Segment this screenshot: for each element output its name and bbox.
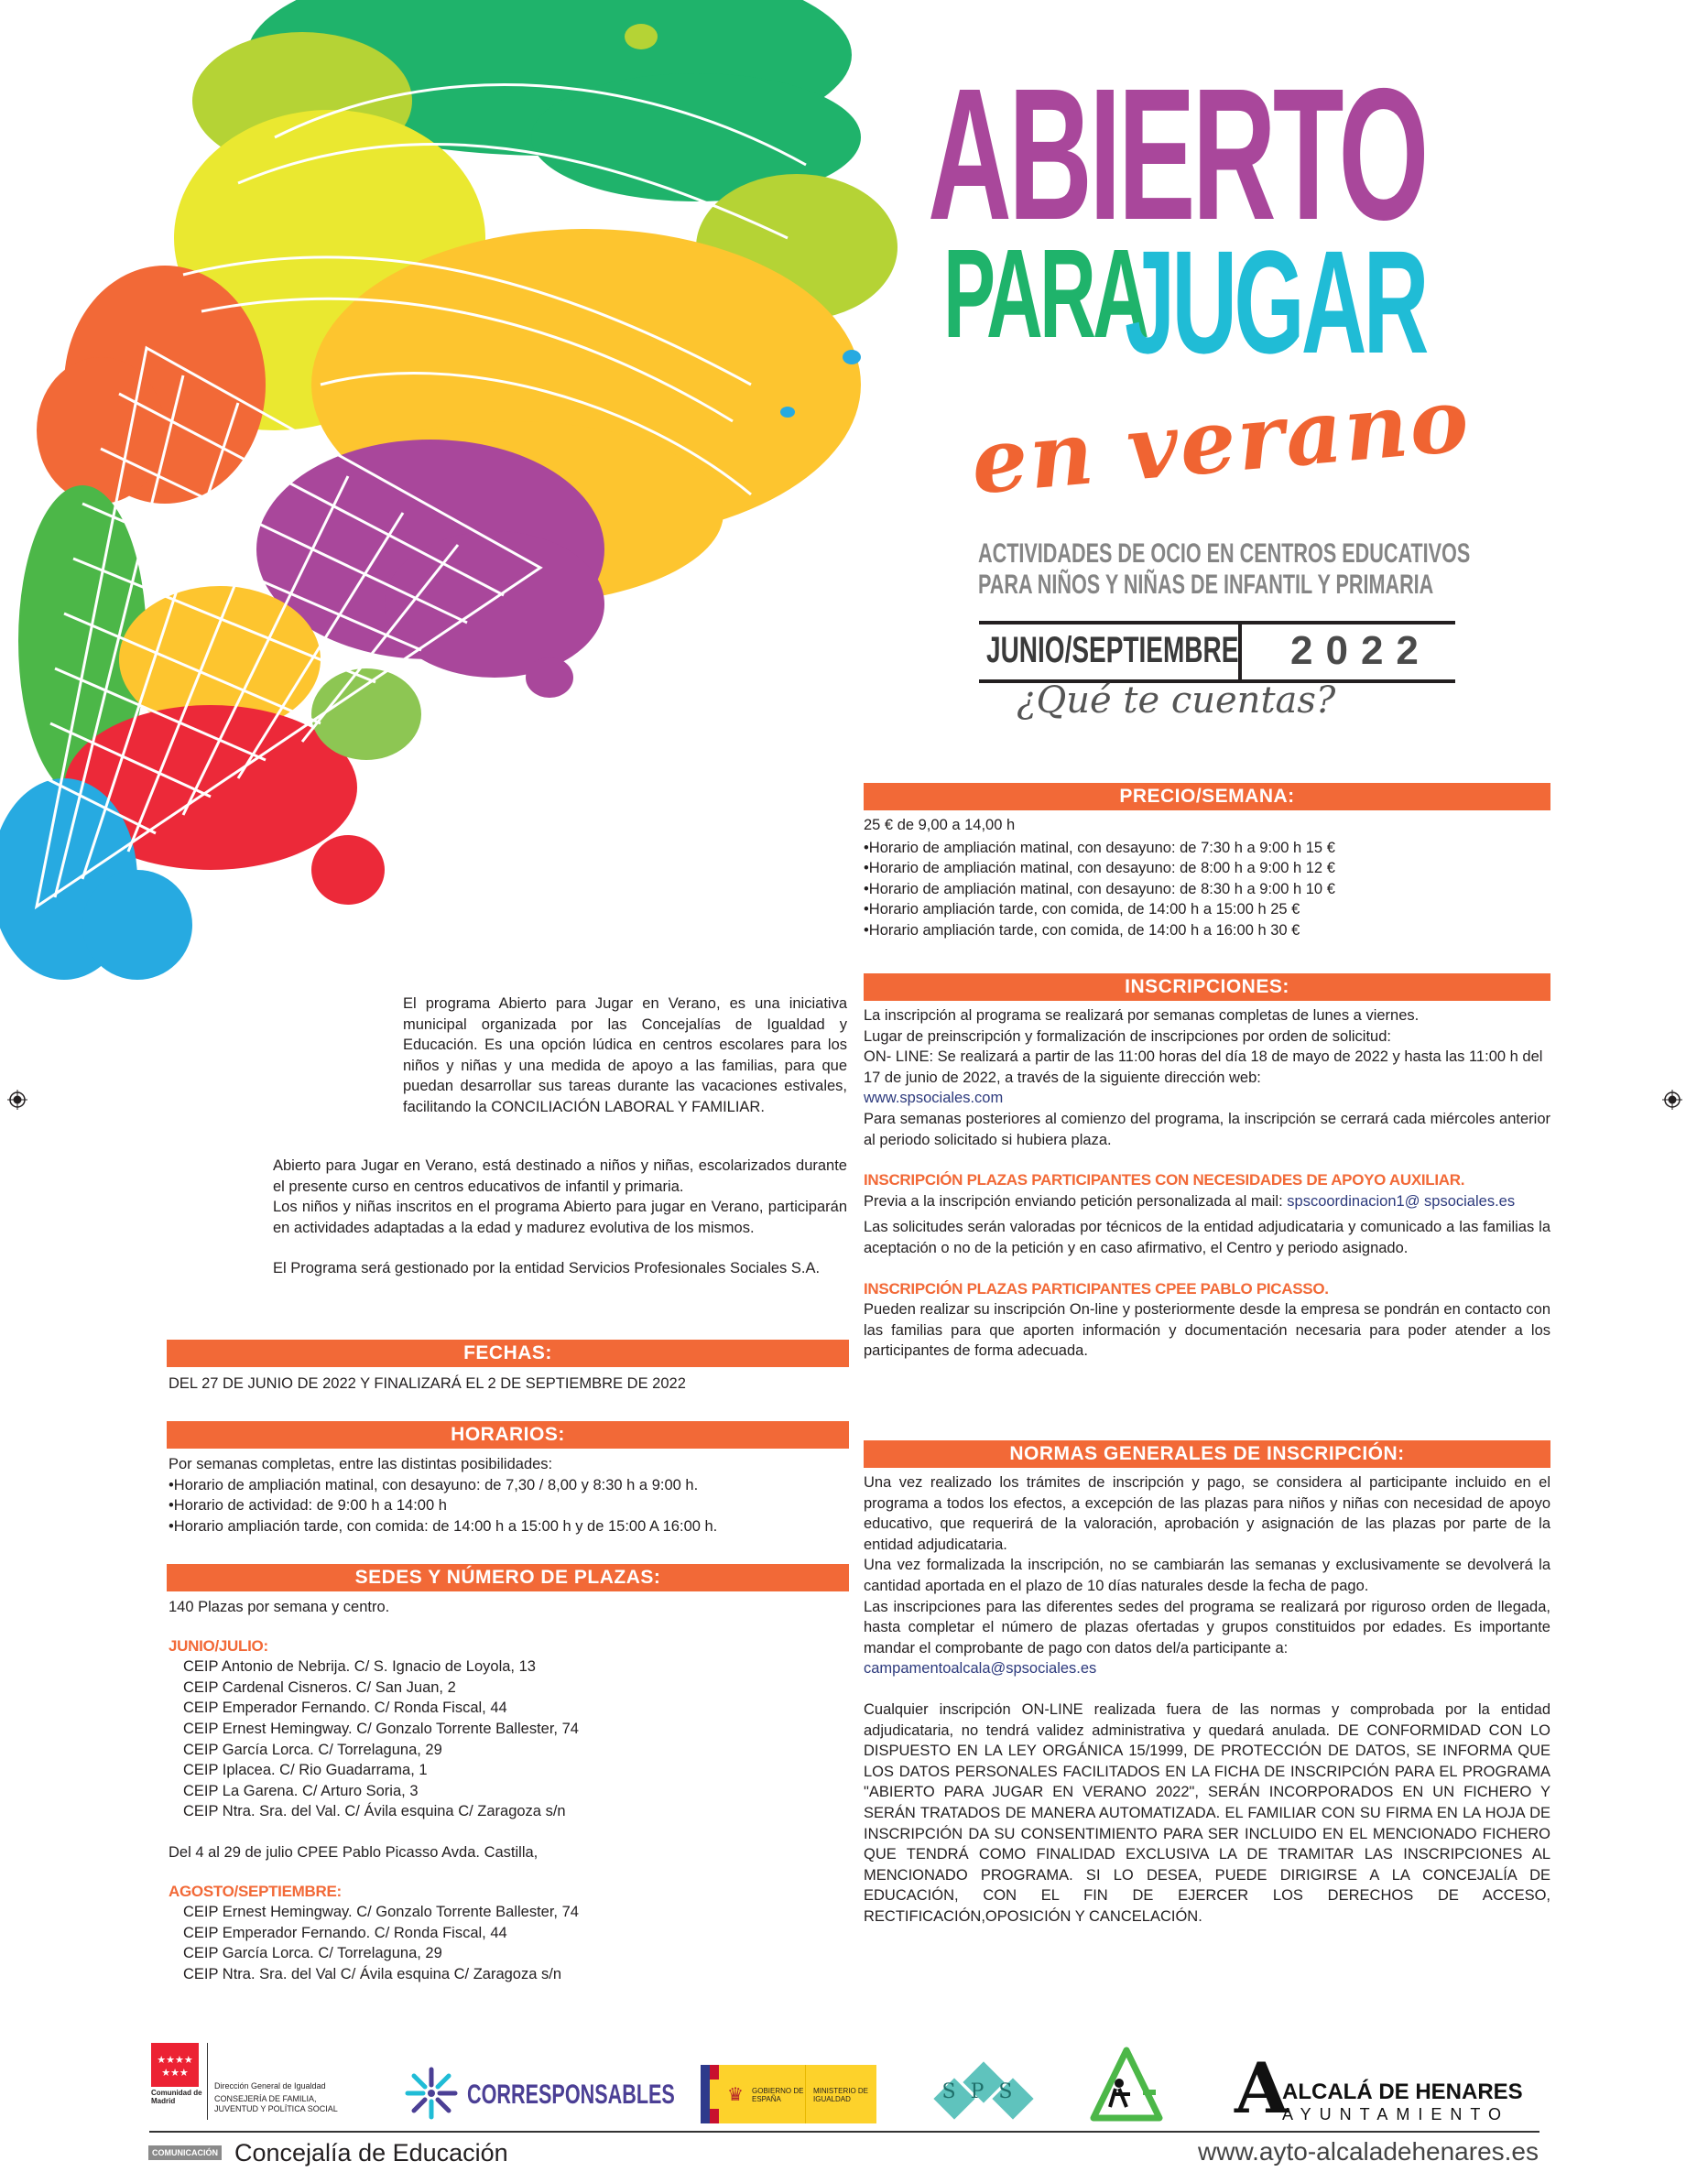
inscripciones-line-1: La inscripción al programa se realizará por semanas completas de lunes a viernes. <box>864 1007 1420 1024</box>
sede-item: CEIP Antonio de Nebrija. C/ S. Ignacio de Loyola, 13 <box>183 1658 536 1676</box>
spain-flag-strip <box>710 2065 719 2123</box>
sede-item: CEIP Iplacea. C/ Rio Guadarrama, 1 <box>183 1762 428 1779</box>
corresponsables-label: CORRESPONSABLES <box>467 2080 675 2110</box>
sede-item: CEIP Cardenal Cisneros. C/ San Juan, 2 <box>183 1678 456 1696</box>
plazas-text: 140 Plazas por semana y centro. <box>169 1599 390 1615</box>
title-para: PARA <box>943 223 1147 364</box>
inscripciones-line-2: Lugar de preinscripción y formalización de inscripciones por orden de solicitud: <box>864 1027 1391 1045</box>
subtitle-line-1: ACTIVIDADES DE OCIO EN CENTROS EDUCATIVOS <box>978 538 1471 569</box>
comunicacion-badge: COMUNICACIÓN <box>148 2145 222 2160</box>
cpee-note: Del 4 al 29 de julio CPEE Pablo Picasso Avda. Castilla, <box>169 1843 539 1861</box>
madrid-name: Comunidad de Madrid <box>151 2089 202 2105</box>
sps-label: SPS <box>941 2080 1028 2103</box>
date-divider <box>1238 624 1242 679</box>
ayuntamiento-url-link[interactable]: www.ayto-alcaladehenares.es <box>1198 2137 1539 2166</box>
junio-julio-label: JUNIO/JULIO: <box>169 1636 268 1655</box>
precio-item: • Horario ampliación tarde, con comida, de 14:00 h a 16:00 h 30 € <box>864 920 1550 941</box>
horarios-intro: Por semanas completas, entre las distintas posibilidades: <box>169 1456 553 1472</box>
intro-p2a: Abierto para Jugar en Verano, está destinado a niños y niñas, escolarizados durante el presente curso en centros educativos de infantil y primaria. <box>273 1157 847 1195</box>
agosto-label: AGOSTO/SEPTIEMBRE: <box>169 1882 342 1900</box>
normas-p1: Una vez realizado los trámites de inscripción y pago, se considera al participante incluido en el programa a todos los efectos, a excepción de las plazas para niños y niñas con necesidad de apoyo educativo, que requerirá de la valoración, aprobación y asignación de las plazas por parte de la entidad adjudicataria. <box>864 1474 1550 1553</box>
campamento-email-link[interactable]: campamentoalcala@spsociales.es <box>864 1660 1097 1678</box>
horario-item: • Horario de actividad: de 9:00 h a 14:00 h <box>169 1495 846 1516</box>
sede-item: CEIP Emperador Fernando. C/ Ronda Fiscal, 44 <box>183 1924 507 1941</box>
title-abierto: ABIERTO <box>928 49 1426 259</box>
sede-item: CEIP La Garena. C/ Arturo Soria, 3 <box>183 1782 419 1799</box>
title-en-verano: en verano <box>967 367 1474 515</box>
year-label: 2022 <box>1290 628 1431 673</box>
precio-item: • Horario de ampliación matinal, con desayuno: de 8:00 h a 9:00 h 12 € <box>864 858 1550 879</box>
madrid-line-3: JUVENTUD Y POLÍTICA SOCIAL <box>214 2104 338 2113</box>
precio-item: • Horario de ampliación matinal, con desayuno: de 7:30 h a 9:00 h 15 € <box>864 838 1550 859</box>
normas-p4: Cualquier inscripción ON-LINE realizada fuera de las normas y comprobada por la entidad adjudicataria, no tendrá validez administrativa y quedará anulada. DE CONFORMIDAD CON LO DISPUESTO EN LA LEY ORGÁNICA 15/1999, DE PROTECCIÓN DE DATOS, SE INFORMA QUE LOS DATOS PERSONALES FACILITADOS EN LA FICHA DE INSCRIPCIÓN PARA EL PROGRAMA "ABIERTO PARA JUGAR EN VERANO 2022", SERÁN INCORPORADOS EN UN FICHERO Y SERÁN TRATADOS DE MANERA AUTOMATIZADA. EL FAMILIAR CON SU FIRMA EN LA HOJA DE INSCRIPCIÓN DA SU CONSENTIMIENTO PARA SER INCLUIDO EN EL MENCIONADO FICHERO QUE TENDRÁ COMO FINALIDAD EXCLUSIVA LA DE TRAMITAR LAS INSCRIPCIONES AL MENCIONADO PROGRAMA. SI LO DESEA, PUEDE DIRIGIRSE A LA CONCEJALÍA DE EDUCACIÓN, CON EL FIN DE EJERCER LOS DERECHOS DE ACCESO, RECTIFICACIÓN,OPOSICIÓN Y CANCELACIÓN. <box>864 1700 1550 1925</box>
section-header-sedes: SEDES Y NÚMERO DE PLAZAS: <box>167 1564 849 1591</box>
apoyo-text-2: Las solicitudes serán valoradas por técnicos de la entidad adjudicataria y comunicado a las familias la aceptación o no de la petición y en caso afirmativo, el Centro y periodo asignado. <box>864 1219 1550 1256</box>
gobierno-label: GOBIERNO DE ESPAÑA <box>752 2087 804 2103</box>
sede-item: CEIP Ntra. Sra. del Val. C/ Ávila esquina C/ Zaragoza s/n <box>183 1803 566 1820</box>
alcala-name: ALCALÁ DE HENARES <box>1282 2080 1523 2104</box>
precio-base: 25 € de 9,00 a 14,00 h <box>864 817 1016 833</box>
inscripciones-section <box>864 1005 1550 1362</box>
coat-of-arms-icon: ♛ <box>727 2084 744 2105</box>
sede-item: CEIP García Lorca. C/ Torrelaguna, 29 <box>183 1945 442 1962</box>
corresponsables-star-icon <box>403 2065 460 2122</box>
sede-item: CEIP Ntra. Sra. del Val C/ Ávila esquina C/ Zaragoza s/n <box>183 1965 561 1982</box>
period-label: JUNIO/SEPTIEMBRE <box>986 630 1239 670</box>
normas-section <box>864 1472 1550 1927</box>
intro-p3: El Programa será gestionado por la entidad Servicios Profesionales Sociales S.A. <box>273 1260 821 1277</box>
sede-item: CEIP Ernest Hemingway. C/ Gonzalo Torrente Ballester, 74 <box>183 1720 579 1737</box>
footer-left <box>148 2136 508 2169</box>
alcala-ayuntamiento: AYUNTAMIENTO <box>1282 2105 1510 2123</box>
fechas-text: DEL 27 DE JUNIO DE 2022 Y FINALIZARÁ EL 2 DE SEPTIEMBRE DE 2022 <box>169 1375 686 1392</box>
sede-item: CEIP Ernest Hemingway. C/ Gonzalo Torrente Ballester, 74 <box>183 1904 579 1921</box>
horario-item: • Horario de ampliación matinal, con desayuno: de 7,30 / 8,00 y 8:30 h a 9:00 h. <box>169 1475 846 1496</box>
spsociales-link[interactable]: www.spsociales.com <box>864 1090 1004 1107</box>
intro-paragraph-2 <box>273 1156 847 1279</box>
madrid-stars-icon: ★★★★ ★★★ <box>151 2043 199 2087</box>
tagline: ¿Qué te cuentas? <box>1017 679 1336 722</box>
section-header-precio: PRECIO/SEMANA: <box>864 783 1550 810</box>
inscripciones-online: ON- LINE: Se realizará a partir de las 11:00 horas del día 18 de mayo de 2022 y hasta las 11:00 h del 17 de junio de 2022, a través de la siguiente dirección web: <box>864 1048 1543 1086</box>
alcala-a-icon: A <box>1235 2047 1289 2129</box>
section-header-inscripciones: INSCRIPCIONES: <box>864 973 1550 1001</box>
madrid-line-2: CONSEJERÍA DE FAMILIA, <box>214 2094 317 2103</box>
section-header-fechas: FECHAS: <box>167 1340 849 1367</box>
footer-divider <box>149 2131 1539 2133</box>
title-jugar: JUGAR <box>1125 220 1426 384</box>
intro-paragraph-1: El programa Abierto para Jugar en Verano, es una iniciativa municipal organizada por las Concejalías de Igualdad y Educación. Es una opción lúdica en centros escolares para los niños y niñas y una medida de apoyo a las familias, para que puedan desarrollar sus tareas durante las vacaciones estivales, facilitando la CONCILIACIÓN LABORAL Y FAMILIAR. <box>403 995 847 1115</box>
sede-item: CEIP García Lorca. C/ Torrelaguna, 29 <box>183 1741 442 1758</box>
registration-mark-left-icon <box>7 1090 27 1110</box>
precio-item: • Horario ampliación tarde, con comida, de 14:00 h a 15:00 h 25 € <box>864 899 1550 920</box>
inscripciones-line-4: Para semanas posteriores al comienzo del programa, la inscripción se cerrará cada miércoles anterior al periodo solicitado si hubiera plaza. <box>864 1110 1550 1148</box>
cpee-heading: INSCRIPCIÓN PLAZAS PARTICIPANTES CPEE PABLO PICASSO. <box>864 1279 1329 1298</box>
cpee-text: Pueden realizar su inscripción On-line y posteriormente desde la empresa se pondrán en contacto con las familias para que aporten información y documentación necesaria para poder atender a los participantes de forma adecuada. <box>864 1301 1550 1360</box>
date-box <box>979 621 1455 683</box>
eu-flag-strip <box>701 2065 710 2123</box>
apoyo-text: Previa a la inscripción enviando petición personalizada al mail: <box>864 1192 1283 1210</box>
madrid-line-1: Dirección General de Igualdad <box>214 2081 326 2091</box>
sponsor-logos <box>147 2028 1539 2129</box>
sedes-section <box>169 1597 846 1985</box>
apoyo-email-link[interactable]: spscoordinacion1@ spsociales.es <box>1287 1192 1516 1210</box>
intro-p2b: Los niños y niñas inscritos en el programa Abierto para jugar en Verano, participarán en actividades adaptadas a la edad y madurez evolutiva de los mismos. <box>273 1199 847 1236</box>
normas-p2: Una vez formalizada la inscripción, no se cambiarán las semanas y exclusivamente se devolverá la cantidad aportada en el plazo de 10 días naturales desde la fecha de pago. <box>864 1557 1550 1594</box>
precio-item: • Horario de ampliación matinal, con desayuno: de 8:30 h a 9:00 h 10 € <box>864 879 1550 900</box>
section-header-normas: NORMAS GENERALES DE INSCRIPCIÓN: <box>864 1440 1550 1468</box>
horarios-section <box>169 1454 846 1537</box>
horario-item: • Horario ampliación tarde, con comida: de 14:00 h a 15:00 h y de 15:00 A 16:00 h. <box>169 1516 846 1537</box>
subtitle-line-2: PARA NIÑOS Y NIÑAS DE INFANTIL Y PRIMARIA <box>978 570 1434 600</box>
sps-logo <box>934 2060 1035 2124</box>
section-header-horarios: HORARIOS: <box>167 1421 849 1449</box>
precio-section <box>864 815 1550 941</box>
normas-p3: Las inscripciones para las diferentes sedes del programa se realizará por riguroso orden de llegada, hasta completar el número de plazas ofertadas y grupos constituidos por edades. Es importante mandar el comprobante de pago con datos del/a participante a: <box>864 1598 1550 1656</box>
comunidad-madrid-logo <box>151 2043 202 2105</box>
apoyo-heading: INSCRIPCIÓN PLAZAS PARTICIPANTES CON NECESIDADES DE APOYO AUXILIAR. <box>864 1171 1465 1189</box>
school-zone-sign-icon <box>1090 2047 1163 2123</box>
gobierno-espana-logo <box>701 2065 876 2123</box>
concejalia-label: Concejalía de Educación <box>234 2138 508 2167</box>
ministerio-label: MINISTERIO DE IGUALDAD <box>813 2087 869 2103</box>
registration-mark-right-icon <box>1662 1090 1682 1110</box>
madrid-divider <box>207 2043 208 2120</box>
sede-item: CEIP Emperador Fernando. C/ Ronda Fiscal, 44 <box>183 1700 507 1717</box>
ice-cream-paint-artwork <box>0 0 952 1154</box>
madrid-text <box>214 2081 338 2114</box>
